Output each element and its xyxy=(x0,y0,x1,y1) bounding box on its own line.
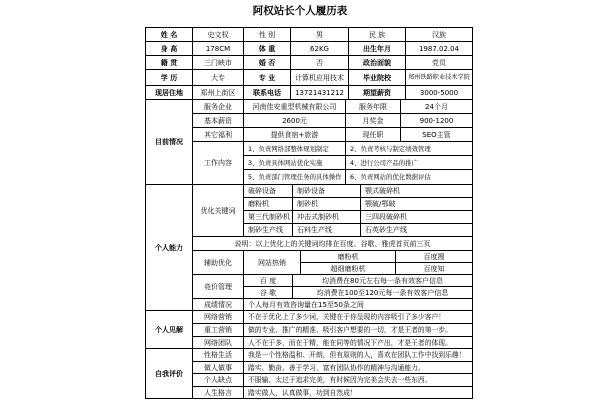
view-topic: 网络团队 xyxy=(193,337,244,349)
weight-label: 体 重 xyxy=(244,42,291,56)
self-eval-topic: 做人做事 xyxy=(193,362,244,374)
political-status-label: 政治面貌 xyxy=(349,56,406,70)
gender-value: 男 xyxy=(291,28,349,42)
duty-item: 5、负责部门管理任务的具体操作 xyxy=(244,170,346,185)
table-row xyxy=(146,324,473,337)
views-section-label: 个人见解 xyxy=(146,311,193,349)
keyword-cell: 制砂机 xyxy=(293,198,361,211)
table-row xyxy=(146,251,473,263)
table-row xyxy=(146,349,473,362)
bidding-label: 竞价管理 xyxy=(193,275,244,299)
benefits-label: 其它福利 xyxy=(193,128,244,142)
current-status-section-label: 目前情况 xyxy=(146,100,193,185)
table-row xyxy=(146,299,473,311)
base-salary-value: 2600元 xyxy=(244,114,346,128)
self-eval-topic: 人生格言 xyxy=(193,387,244,399)
keyword-cell: 三四段破碎机 xyxy=(361,211,473,224)
birth-date-label: 出生年月 xyxy=(349,42,406,56)
major-value: 计算机应用技术 xyxy=(291,70,349,86)
table-row xyxy=(146,142,473,156)
phone-value: 13721431212 xyxy=(291,86,349,100)
benefits-value: 提供食宿+旅游 xyxy=(244,128,346,142)
height-value: 178CM xyxy=(193,42,244,56)
education-value: 大专 xyxy=(193,70,244,86)
table-row xyxy=(146,337,473,349)
self-evaluation-table xyxy=(145,348,473,399)
phone-label: 联系电话 xyxy=(244,86,291,100)
view-text: 人不在于多，而在于精，能在同等的情况下产出，才是王者的体现。 xyxy=(244,337,473,349)
aux-product: 超细磨粉机 xyxy=(301,263,396,275)
table-row xyxy=(146,362,473,374)
view-text: 做的专业、推广的精准、吸引客户想要的一切，才是王者的第一步。 xyxy=(244,324,473,337)
view-topic: 重工营销 xyxy=(193,324,244,337)
views-table xyxy=(145,310,473,349)
tenure-value: 24个月 xyxy=(401,100,473,114)
duty-item: 1、负责网络部整体规划制定 xyxy=(244,142,346,156)
table-row xyxy=(146,100,473,114)
table-row xyxy=(146,185,473,198)
self-eval-text: 我是一个性格温和、开朗，但有原则的人，喜欢在团队工作中找到乐趣！ xyxy=(244,349,473,362)
school-value: 郑州铁路职业技术学院 xyxy=(406,70,473,86)
name-label: 姓 名 xyxy=(146,28,193,42)
keyword-cell: 磨粉机 xyxy=(244,198,293,211)
table-row xyxy=(146,275,473,287)
table-row xyxy=(146,237,473,251)
bidding-engine: 谷 歌 xyxy=(244,287,293,299)
self-eval-text: 不服输、太过于追求完美，有时候因为完美会失去一些东西。 xyxy=(244,374,473,387)
duty-item: 3、负责具体网站优化实施 xyxy=(244,156,346,170)
keyword-cell: 第三代制砂机 xyxy=(244,211,293,224)
self-eval-section-label: 自我评价 xyxy=(146,349,193,399)
resume-sheet xyxy=(145,27,472,399)
abilities-section-label: 个人能力 xyxy=(146,185,193,311)
current-position-value: SEO主管 xyxy=(401,128,473,142)
table-row xyxy=(146,42,473,56)
keywords-label: 优化关键词 xyxy=(193,185,244,237)
duties-label: 工作内容 xyxy=(193,142,244,185)
results-value: 个人每月有效咨询量在15至50条之间 xyxy=(244,299,473,311)
table-row xyxy=(146,70,473,86)
employer-value: 河南佳安重型机械有限公司 xyxy=(244,100,346,114)
marital-status-value: 否 xyxy=(291,56,349,70)
table-row xyxy=(146,28,473,42)
duty-item: 6、负责网站的优化数据评估 xyxy=(346,170,473,185)
birth-date-value: 1987.02.04 xyxy=(406,42,473,56)
tenure-label: 服务年限 xyxy=(346,100,401,114)
ethnicity-value: 汉族 xyxy=(406,28,473,42)
table-row xyxy=(146,86,473,100)
bidding-engine: 百 度 xyxy=(244,275,293,287)
ethnicity-label: 民 族 xyxy=(349,28,406,42)
keywords-note: 说明：以上优化上的关键词均排在百度、谷歌、雅虎首页前三页 xyxy=(193,237,473,251)
abilities-table xyxy=(145,184,473,311)
view-text: 不在于优化上了多少词，关键在于你呈现的内容吸引了多少客户！ xyxy=(244,311,473,324)
aux-product: 磨粉机 xyxy=(301,251,396,263)
table-row xyxy=(146,114,473,128)
self-eval-topic: 个人缺点 xyxy=(193,374,244,387)
table-row xyxy=(146,56,473,70)
self-eval-topic: 性格生活 xyxy=(193,349,244,362)
table-row xyxy=(146,128,473,142)
table-row xyxy=(146,374,473,387)
table-row xyxy=(146,311,473,324)
residence-label: 现居住地 xyxy=(146,86,193,100)
monthly-bonus-value: 900-1200 xyxy=(401,114,473,128)
duty-item: 4、进行公司产品的推广 xyxy=(346,156,473,170)
self-eval-text: 踏实、勤奋、善于学习，富有团队协作的精神与沟通能力。 xyxy=(244,362,473,374)
major-label: 专 业 xyxy=(244,70,291,86)
base-salary-label: 基本薪资 xyxy=(193,114,244,128)
monthly-bonus-label: 月奖金 xyxy=(346,114,401,128)
hometown-value: 三门峡市 xyxy=(193,56,244,70)
duty-item: 2、负责考核与制定绩效管理 xyxy=(346,142,473,156)
basic-info-table xyxy=(145,27,473,100)
expected-salary-label: 期望薪资 xyxy=(349,86,406,100)
keyword-cell: 石英砂生产线 xyxy=(361,224,473,237)
keyword-cell: 石料生产线 xyxy=(293,224,361,237)
keyword-cell: 制砂设备 xyxy=(293,185,361,198)
residence-value: 郑州上街区 xyxy=(193,86,244,100)
self-eval-text: 踏实做人，认真做事，功到自然成！ xyxy=(244,387,473,399)
bidding-detail: 均消费在100至120元每一条有效客户信息 xyxy=(293,287,473,299)
gender-label: 性 别 xyxy=(244,28,291,42)
keyword-cell: 冲击式制砂机 xyxy=(293,211,361,224)
aux-channel: 百度知 xyxy=(396,263,473,275)
aux-category: 网站热销 xyxy=(244,251,301,275)
view-topic: 网络营销 xyxy=(193,311,244,324)
current-position-label: 现任职 xyxy=(346,128,401,142)
table-row xyxy=(146,387,473,399)
keyword-cell: 破碎设备 xyxy=(244,185,293,198)
height-label: 身 高 xyxy=(146,42,193,56)
employer-label: 服务企业 xyxy=(193,100,244,114)
hometown-label: 籍 贯 xyxy=(146,56,193,70)
aux-channel: 百度搜 xyxy=(396,251,473,263)
name-value: 史文权 xyxy=(193,28,244,42)
current-status-table xyxy=(145,99,473,185)
marital-status-label: 婚 否 xyxy=(244,56,291,70)
keyword-cell: 颚破/鄂破 xyxy=(361,198,473,211)
results-label: 成绩情况 xyxy=(193,299,244,311)
page-title: 阿权站长个人履历表 xyxy=(252,5,348,17)
keyword-cell: 制砂生产线 xyxy=(244,224,293,237)
expected-salary-value: 3000-5000 xyxy=(406,86,473,100)
education-label: 学 历 xyxy=(146,70,193,86)
school-label: 毕业院校 xyxy=(349,70,406,86)
weight-value: 62KG xyxy=(291,42,349,56)
keyword-cell: 颚式破碎机 xyxy=(361,185,473,198)
aux-optimization-label: 辅助优化 xyxy=(193,251,244,275)
political-status-value: 党员 xyxy=(406,56,473,70)
bidding-detail: 均消费在80元左右每一条有效客户信息 xyxy=(293,275,473,287)
